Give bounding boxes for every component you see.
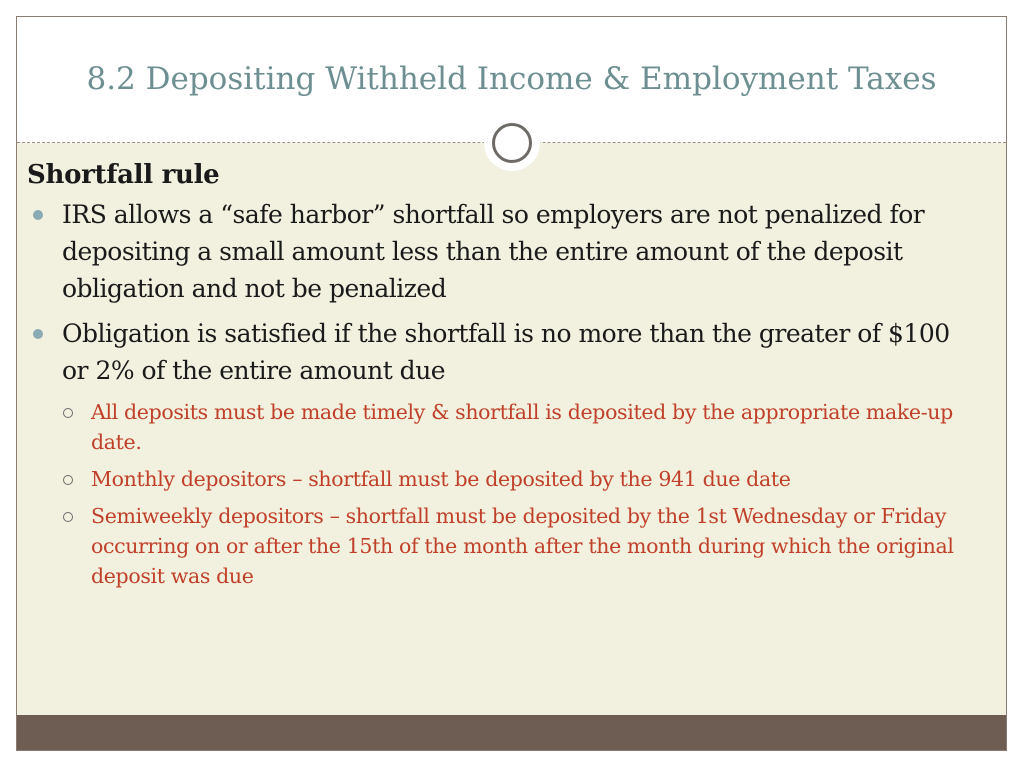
slide-body <box>27 158 972 598</box>
footer-bar <box>17 715 1006 750</box>
filled-circle-icon <box>33 210 43 220</box>
hollow-circle-icon <box>63 408 73 418</box>
sub-bullet-item <box>27 501 972 591</box>
sub-bullet-text: Monthly depositors – shortfall must be deposited by the 941 due date <box>91 467 791 491</box>
bullet-item <box>27 196 972 307</box>
ring-ornament-inner <box>492 123 532 163</box>
bullet-item <box>27 315 972 389</box>
filled-circle-icon <box>33 329 43 339</box>
section-heading: Shortfall rule <box>27 160 220 190</box>
sub-bullet-item <box>27 397 972 457</box>
hollow-circle-icon <box>63 475 73 485</box>
sub-bullet-text: All deposits must be made timely & shortfall is deposited by the appropriate make-up date. <box>91 400 953 454</box>
bullet-text: IRS allows a “safe harbor” shortfall so employers are not penalized for depositing a small amount less than the entire amount of the deposit obligation and not be penalized <box>62 200 925 303</box>
bullet-text: Obligation is satisfied if the shortfall is no more than the greater of $100 or 2% of the entire amount due <box>62 319 950 385</box>
sub-bullet-text: Semiweekly depositors – shortfall must be deposited by the 1st Wednesday or Friday occurring on or after the 15th of the month after the month during which the original deposit was due <box>91 504 954 588</box>
hollow-circle-icon <box>63 512 73 522</box>
sub-bullet-item <box>27 464 972 494</box>
slide-title: 8.2 Depositing Withheld Income & Employment Taxes <box>86 61 937 97</box>
